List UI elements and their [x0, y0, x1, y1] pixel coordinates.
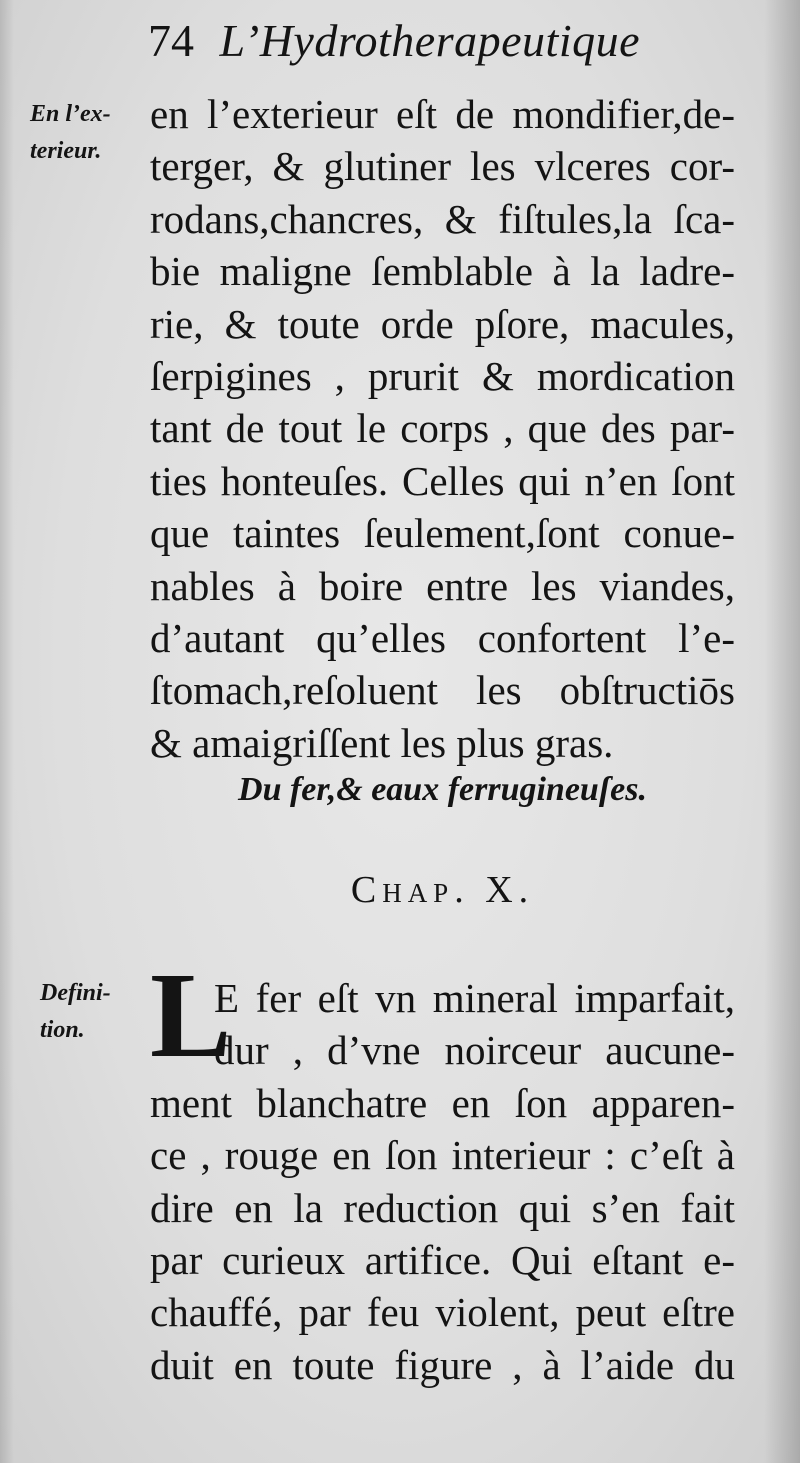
- text-line: ce , rouge en ſon interieur : c’eſt à: [150, 1132, 735, 1179]
- text-line: dire en la reduction qui s’en fait: [150, 1184, 735, 1231]
- running-title: L’Hydrotherapeutique: [219, 15, 641, 66]
- paragraph-1: [150, 88, 735, 769]
- drop-cap: L: [150, 948, 232, 1083]
- margin-note-line: terieur.: [30, 138, 102, 164]
- text-line: en l’exterieur eſt de mondifier,de-: [150, 91, 735, 137]
- page-number: 74: [148, 15, 194, 66]
- gutter-shadow: [764, 0, 800, 1463]
- margin-note-exterieur: [30, 96, 140, 170]
- page-header: [148, 14, 708, 74]
- text-line: que taintes ſeulement,ſont conue-: [150, 510, 735, 557]
- margin-note-line: tion.: [40, 1017, 85, 1043]
- text-line: chauffé, par feu violent, peut eſtre: [150, 1289, 735, 1336]
- margin-note-line: En l’ex-: [30, 101, 111, 127]
- text-line: duit en toute figure , à l’aide du: [150, 1341, 735, 1388]
- text-line: terger, & glutiner les vlceres cor-: [150, 143, 735, 190]
- text-line: & amaigriſſent les plus gras.: [150, 719, 614, 766]
- text-line: ment blanchatre en ſon apparen-: [150, 1079, 735, 1126]
- paragraph-2: [150, 972, 735, 1391]
- text-line: ſerpigines , prurit & mordication: [150, 352, 735, 399]
- text-line: par curieux artifice. Qui eſtant e-: [150, 1236, 735, 1283]
- margin-note-definition: [40, 975, 150, 1049]
- text-line: tant de tout le corps , que des par-: [150, 405, 735, 452]
- text-line: ſtomach,reſoluent les obſtructiōs: [150, 667, 735, 714]
- margin-note-line: Defini-: [40, 980, 111, 1006]
- chapter-heading: Chap. X.: [350, 869, 535, 911]
- text-line: bie maligne ſemblable à la ladre-: [150, 248, 735, 295]
- text-line: rie, & toute orde pſore, macules,: [150, 300, 735, 347]
- section-subtitle: Du fer,& eaux ferrugineuſes.: [238, 771, 647, 808]
- page-edge-shadow: [0, 0, 14, 1463]
- text-line: dur , d’vne noirceur aucune-: [214, 1027, 735, 1074]
- text-line: nables à boire entre les viandes,: [150, 562, 735, 609]
- text-line: E fer eſt vn mineral imparfait,: [214, 975, 735, 1021]
- text-line: d’autant qu’elles confortent l’e-: [150, 614, 735, 661]
- text-line: ties honteuſes. Celles qui n’en ſont: [150, 457, 735, 504]
- text-line: rodans,chancres, & fiſtules,la ſca-: [150, 195, 735, 242]
